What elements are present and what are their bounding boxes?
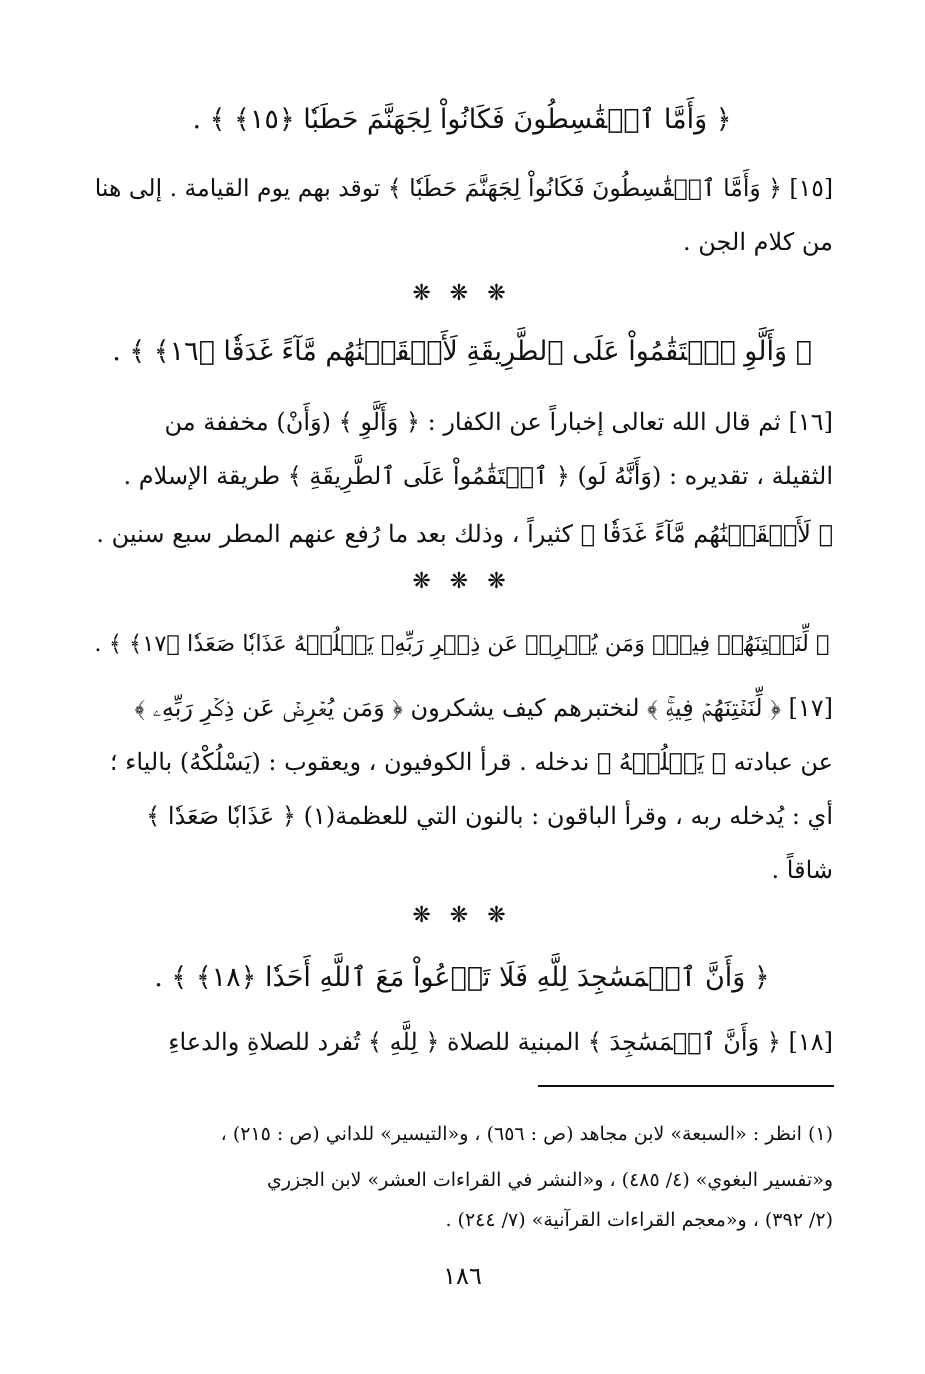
page-number: ١٨٦ — [443, 1262, 482, 1290]
commentary-17-line-1: [١٧] ﴿ لِّنَفۡتِنَهُمۡ فِيهِۚ ﴾ لنختبرهم كيف يشكرون ﴿ وَمَن يُعۡرِضۡ عَن ذِكۡرِ رَبِّهِۦ ﴾ — [134, 694, 833, 722]
commentary-17-line-4: شاقاً . — [771, 856, 833, 884]
verse-16: ﴿ وَأَلَّوِ ٱسۡتَقَٰمُواْ عَلَى ٱلطَّرِيقَةِ لَأَسۡقَيۡنَٰهُم مَّآءً غَدَقٗا ﴿١٦﴾ ﴾ . — [112, 336, 812, 367]
commentary-18-line-1: [١٨] ﴿ وَأَنَّ ٱلۡمَسَٰجِدَ ﴾ المبنية للصلاة ﴿ لِلَّهِ ﴾ تُفرد للصلاةِ والدعاءِ — [168, 1028, 833, 1056]
section-separator-3: ❋ ❋ ❋ — [412, 903, 512, 928]
commentary-16-line-2: الثقيلة ، تقديره : (وَأَنَّهُ لَو) ﴿ ٱسۡتَقَٰمُواْ عَلَى ٱلطَّرِيقَةِ ﴾ طريقة الإسلام . — [123, 462, 833, 490]
footnote-separator — [538, 1085, 834, 1087]
commentary-15-line-2: من كلام الجن . — [683, 228, 833, 256]
verse-15: ﴿ وَأَمَّا ٱلۡقَٰسِطُونَ فَكَانُواْ لِجَهَنَّمَ حَطَبٗا ﴿١٥﴾ ﴾ . — [192, 104, 732, 135]
footnote-line-2: و«تفسير البغوي» (٤/ ٤٨٥) ، و«النشر في القراءات العشر» لابن الجزري — [267, 1169, 833, 1191]
commentary-16-line-1: [١٦] ثم قال الله تعالى إخباراً عن الكفار : ﴿ وَأَلَّوِ ﴾ (وَأَنْ) مخففة من — [164, 408, 833, 436]
footnote-line-3: (٢/ ٣٩٢) ، و«معجم القراءات القرآنية» (٧/ ٢٤٤) . — [445, 1209, 833, 1231]
verse-18: ﴿ وَأَنَّ ٱلۡمَسَٰجِدَ لِلَّهِ فَلَا تَدۡعُواْ مَعَ ٱللَّهِ أَحَدٗا ﴿١٨﴾ ﴾ . — [154, 962, 770, 993]
commentary-16-line-3: ﴿ لَأَسۡقَيۡنَٰهُم مَّآءً غَدَقٗا ﴾ كثيراً ، وذلك بعد ما رُفع عنهم المطر سبع سنين . — [96, 520, 833, 548]
verse-17: ﴿ لِّنَفۡتِنَهُمۡ فِيهِۚ وَمَن يُعۡرِضۡ عَن ذِكۡرِ رَبِّهِۦ يَسۡلُكۡهُ عَذَابٗا صَعَدٗا ﴿١٧﴾ ﴾ . — [94, 631, 830, 657]
commentary-15-line-1: [١٥] ﴿ وَأَمَّا ٱلۡقَٰسِطُونَ فَكَانُواْ لِجَهَنَّمَ حَطَبٗا ﴾ توقد بهم يوم القيامة . إلى هنا — [94, 174, 833, 202]
section-separator-1: ❋ ❋ ❋ — [412, 281, 512, 306]
footnote-line-1: (١) انظر : «السبعة» لابن مجاهد (ص : ٦٥٦) ، و«التيسير» للداني (ص : ٢١٥) ، — [220, 1123, 833, 1145]
section-separator-2: ❋ ❋ ❋ — [412, 569, 512, 594]
commentary-17-line-2: عن عبادته ﴿ يَسۡلُكۡهُ ﴾ ندخله . قرأ الكوفيون ، ويعقوب : (يَسْلُكْهُ) بالياء ؛ — [109, 748, 833, 776]
commentary-17-line-3: أي : يُدخله ربه ، وقرأ الباقون : بالنون التي للعظمة(١) ﴿ عَذَابٗا صَعَدٗا ﴾ — [146, 802, 833, 830]
